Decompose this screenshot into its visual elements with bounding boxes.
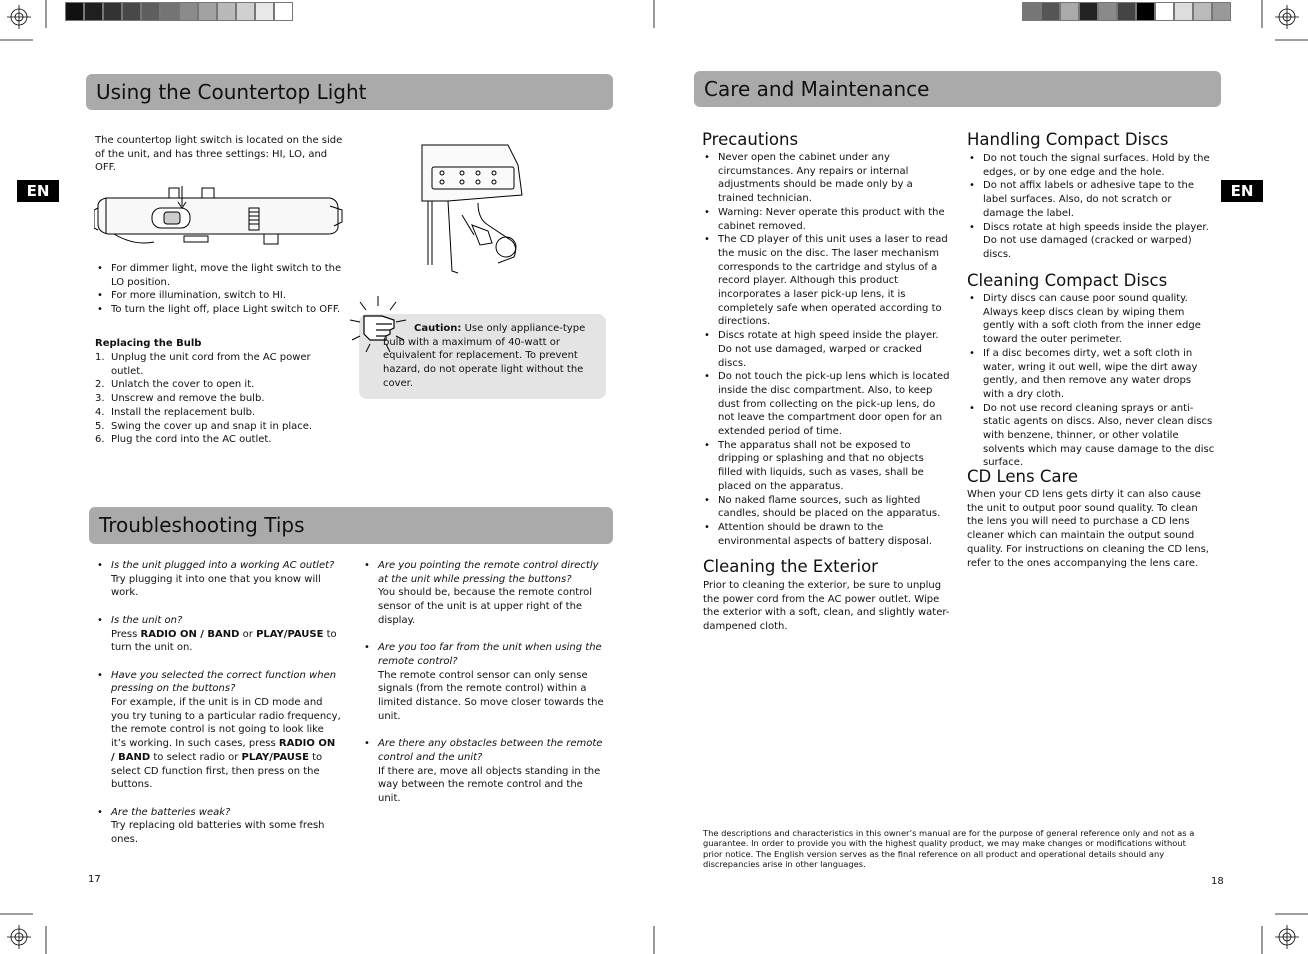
list-item: 1. Unplug the unit cord from the AC power outlet. [95, 352, 311, 377]
list-item: • Do not touch the pick-up lens which is located inside the disc compartment. Also, to keep dust from collecting on the pick-up lens, do not leave the compartment door open for an extended period of time. [702, 370, 950, 439]
cleaning-list [967, 292, 1215, 470]
disclaimer: The descriptions and characteristics in this owner’s manual are for the purpose of general reference only and not as a guarantee. In order to provide you with the highest quality product, we may make changes or modifications without prior notice. The English version serves as the final reference on all product and operational details should any discrepancies arise in other languages. [703, 828, 1195, 869]
list-item: • The CD player of this unit uses a laser to read the music on the disc. The laser mechanism corresponds to the cartridge and stylus of a record player. Although this product incorporates a laser pick-up lens, it is completely safe when operated according to directions. [702, 233, 950, 329]
calibration-swatch [198, 2, 217, 21]
lens-heading: CD Lens Care [967, 467, 1079, 486]
bulb-compartment-illustration [418, 135, 524, 275]
list-item: 5. Swing the cover up and snap it in place. [95, 420, 313, 432]
calibration-strip-right [1022, 2, 1231, 21]
calibration-swatch [1041, 2, 1060, 21]
replacing-bulb-heading: Replacing the Bulb [95, 338, 202, 349]
troubleshooting-col-1 [95, 559, 341, 860]
calibration-swatch [1193, 2, 1212, 21]
cleaning-heading: Cleaning Compact Discs [967, 271, 1168, 290]
list-item: • Dirty discs can cause poor sound quality. Always keep discs clean by wiping them gently with a soft cloth from the inner edge toward the outer perimeter. [967, 292, 1215, 347]
calibration-swatch [1212, 2, 1231, 21]
handling-heading: Handling Compact Discs [967, 130, 1169, 149]
list-item: • If a disc becomes dirty, wet a soft cloth in water, wring it out well, wipe the dirt away gently, and then remove any water drops with a dry cloth. [967, 347, 1215, 402]
section-title-care: Care and Maintenance [694, 71, 1221, 107]
list-item: • Are there any obstacles between the remote control and the unit? If there are, move all objects standing in the way between the remote control and the unit. [362, 737, 608, 806]
exterior-text: Prior to cleaning the exterior, be sure to unplug the power cord from the AC power outlet. Wipe the exterior with a soft, clean, and slightly water-dampened cloth. [703, 580, 950, 633]
calibration-swatch [1098, 2, 1117, 21]
list-item: • Have you selected the correct function when pressing on the buttons? For example, if the unit is in CD mode and you try tuning to a particular radio frequency, the remote control is not going to look like it’s working. In such cases, press RADIO ON / BAND to select radio or PLAY/PAUSE to select CD function first, then press on the buttons. [95, 669, 341, 792]
calibration-swatch [65, 2, 84, 21]
countertop-bullets [95, 262, 347, 317]
list-item: • Do not touch the signal surfaces. Hold by the edges, or by one edge and the hole. [967, 152, 1215, 179]
list-item: • Attention should be drawn to the environmental aspects of battery disposal. [702, 521, 950, 548]
calibration-swatch [1136, 2, 1155, 21]
section-title-countertop: Using the Countertop Light [86, 74, 613, 110]
lang-tab-left: EN [17, 180, 59, 202]
list-item: • Warning: Never operate this product with the cabinet removed. [702, 206, 950, 233]
calibration-swatch [1174, 2, 1193, 21]
unit-side-illustration [94, 184, 346, 248]
list-item: • Discs rotate at high speed inside the player. Do not use damaged, warped or cracked discs. [702, 329, 950, 370]
calibration-swatch [141, 2, 160, 21]
calibration-swatch [1060, 2, 1079, 21]
caution-text: Caution: Use only appliance-type bulb with a maximum of 40-watt or equivalent for replacement. To prevent hazard, do not operate light without the cover. [383, 323, 586, 389]
countertop-intro: The countertop light switch is located on the side of the unit, and has three settings: HI, LO, and OFF. [95, 135, 343, 174]
list-item: 2. Unlatch the cover to open it. [95, 379, 255, 391]
list-item: • Do not use record cleaning sprays or anti-static agents on discs. Also, never clean discs with benzene, thinner, or other volatile solvents which may cause damage to the disc surface. [967, 402, 1215, 471]
exterior-heading: Cleaning the Exterior [703, 557, 878, 576]
list-item: • For more illumination, switch to HI. [95, 289, 347, 303]
calibration-swatch [217, 2, 236, 21]
section-title-troubleshooting: Troubleshooting Tips [89, 507, 613, 544]
list-item: • Never open the cabinet under any circumstances. Any repairs or internal adjustments should be made only by a trained technician. [702, 151, 950, 206]
calibration-swatch [179, 2, 198, 21]
list-item: • Are the batteries weak? Try replacing old batteries with some fresh ones. [95, 806, 341, 847]
handling-list [967, 152, 1215, 262]
calibration-swatch [236, 2, 255, 21]
calibration-swatch [160, 2, 179, 21]
troubleshooting-col-2 [362, 559, 608, 819]
list-item: • Is the unit plugged into a working AC outlet? Try plugging it into one that you know will work. [95, 559, 341, 600]
list-item: • To turn the light off, place Light switch to OFF. [95, 303, 347, 317]
list-item: 4. Install the replacement bulb. [95, 406, 256, 418]
calibration-swatch [274, 2, 293, 21]
list-item: 3. Unscrew and remove the bulb. [95, 393, 265, 405]
calibration-swatch [1155, 2, 1174, 21]
calibration-swatch [122, 2, 141, 21]
list-item: • Discs rotate at high speeds inside the player. Do not use damaged (cracked or warped) discs. [967, 221, 1215, 262]
precautions-heading: Precautions [702, 130, 799, 149]
calibration-swatch [84, 2, 103, 21]
list-item: • Do not affix labels or adhesive tape to the label surfaces. Also, do not scratch or damage the label. [967, 179, 1215, 220]
replacing-bulb-steps [95, 351, 325, 447]
calibration-swatch [1117, 2, 1136, 21]
page-number-right: 18 [1211, 876, 1224, 887]
calibration-swatch [255, 2, 274, 21]
calibration-strip-left [65, 2, 293, 21]
calibration-swatch [1022, 2, 1041, 21]
lens-text: When your CD lens gets dirty it can also cause the unit to output poor sound quality. To clean the lens you will need to purchase a CD lens cleaner which can maintain the output sound quality. For instructions on cleaning the CD lens, refer to the ones accompanying the lens care. [967, 489, 1209, 569]
list-item: • Is the unit on? Press RADIO ON / BAND or PLAY/PAUSE to turn the unit on. [95, 614, 341, 655]
precautions-list [702, 151, 950, 548]
list-item: • Are you too far from the unit when using the remote control? The remote control sensor can only sense signals (from the remote control) within a limited distance. So move closer towards the unit. [362, 641, 608, 723]
list-item: 6. Plug the cord into the AC outlet. [95, 434, 272, 446]
calibration-swatch [103, 2, 122, 21]
list-item: • The apparatus shall not be exposed to dripping or splashing and that no objects filled with liquids, such as vases, shall be placed on the apparatus. [702, 439, 950, 494]
calibration-swatch [1079, 2, 1098, 21]
list-item: • Are you pointing the remote control directly at the unit while pressing the buttons? You should be, because the remote control sensor of the unit is at upper right of the display. [362, 559, 608, 628]
list-item: • For dimmer light, move the light switch to the LO position. [95, 262, 347, 289]
list-item: • No naked flame sources, such as lighted candles, should be placed on the apparatus. [702, 494, 950, 521]
page-number-left: 17 [88, 874, 101, 885]
lang-tab-right: EN [1221, 180, 1263, 202]
